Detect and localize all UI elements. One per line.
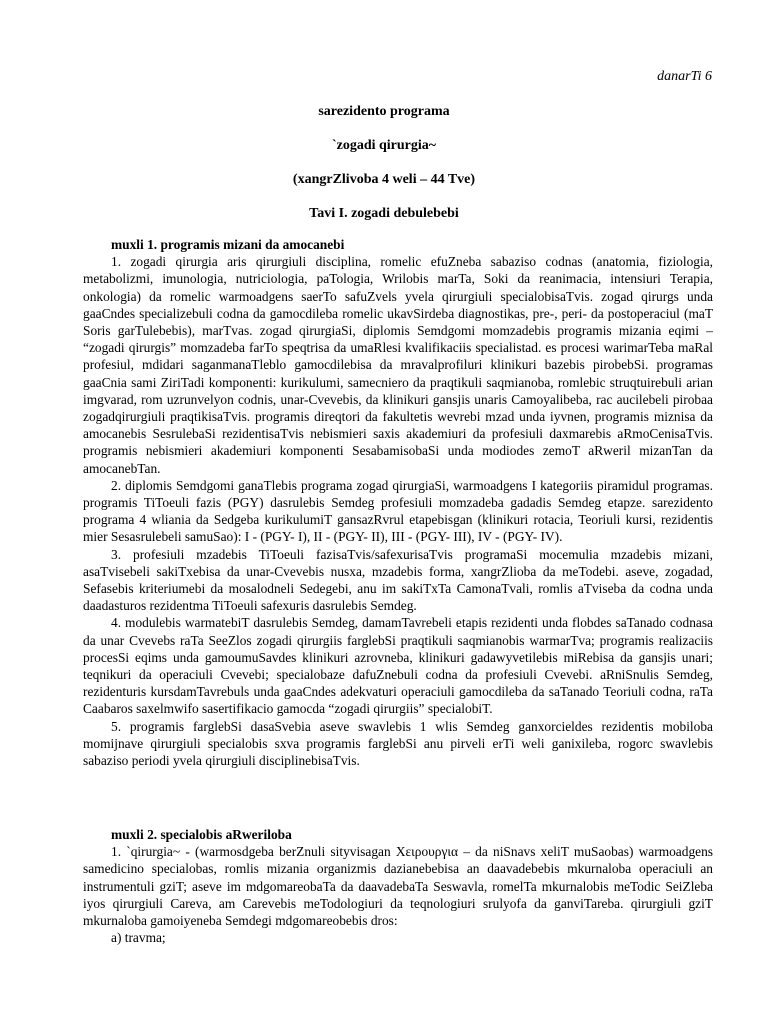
article-1-paragraph-4: 4. modulebis warmatebiT dasrulebis Semdeg, damamTavrebeli etapis rezidenti unda flobdes saTanado codnasa da unar Cvevebs raTa SeeZlos zogadi qirurgiis farglebSi praqtikuli saqmianobis warmarTva; programis realizaciis procesSi eqims unda gamoumuSavdes klinikuri azrovneba, klinikuri gadawyvetilebis miRebisa da gansjis unari; teqnikuri da operaciuli Cvevebi; specialobaze dafuZnebuli codna da profesiuli Cvevebi. aRniSnulis Semdeg, rezidenturis kursdamTavrebuls unda gaaCndes adekvaturi operaciuli gamocdileba da saTanado Teoriuli codna, raTa Caabaros saxelmwifo sasertifikacio gamocda “zogadi qirurgiis” specialobiT. [83,615,713,717]
article-1-paragraph-2: 2. diplomis Semdgomi ganaTlebis programa zogad qirurgiaSi, warmoadgens I kategoriis piramidul programas. programis TiToeuli fazis (PGY) dasrulebis Semdeg profesiuli momzadeba gadadis Semdeg etapze. sarezidento programa 4 wliania da Sedgeba kurikulumiT gansazRvrul etapebisgan (klinikuri rotacia, Teoriuli kursi, rezidentis mier Sesasrulebeli samuSao): I - (PGY- I), II - (PGY- II), III - (PGY- III), IV - (PGY- IV). [83,477,713,545]
article-1-heading: muxli 1. programis mizani da amocanebi [111,237,345,252]
program-duration: (xangrZlivoba 4 weli – 44 Tve) [292,172,476,187]
article-1-paragraph-5: 5. programis farglebSi dasaSvebia aseve swavlebis 1 wlis Semdeg ganxorcieldes rezidentis mobiloba momijnave qirurgiuli specialobis sxva programis farglebSi anu pirveli erTi weli ganixileba, rogorc swavlebis sabaziso periodi yvela qirurgiuli disciplinebisaTvis. [83,718,713,769]
article-2-paragraph-1: 1. `qirurgia~ - (warmosdgeba berZnuli sityvisagan Χειρουργια – da niSnavs xeliT muSaobas) warmoadgens samedicino specialobas, romlis mizania organizmis dazianebebisa an daavadebebis mkurnaloba operaciuli an instrumentuli gziT; aseve im mdgomareobaTa da daavadebaTa Seswavla, romelTa mkurnalobis meTodic SeiZleba iyos qirurgiuli Careva, am Carevebis meTodologiuri da teqnologiuri srulyofa da ganviTareba. qirurgiuli gziT mkurnaloba gamoiyeneba Semdegi mdgomareobebis dros: [83,844,713,929]
article-2-heading: muxli 2. specialobis aRweriloba [111,827,292,842]
article-2 [83,826,713,946]
program-name-title: `zogadi qirurgia~ [331,138,437,153]
program-type-title: sarezidento programa [318,104,450,119]
article-1-paragraph-3: 3. profesiuli mzadebis TiToeuli fazisaTvis/safexurisaTvis programaSi mocemulia mzadebis mizani, asaTvisebeli sakiTxebisa da unar-Cvevebis nusxa, mzadebis forma, xangrZlioba da meTodebi. aseve, zogadad, Sefasebis kriteriumebi da mosalodneli Sedegebi, anu im sakiTxTa CamonaTvali, romlis aTviseba da codna unda daadasturos rezidentma TiToeuli safexuris dasrulebis Semdeg. [83,546,713,614]
chapter-title: Tavi I. zogadi debulebebi [309,206,459,221]
article-1 [83,236,713,769]
annex-label: danarTi 6 [657,69,712,84]
article-1-paragraph-1: 1. zogadi qirurgia aris qirurgiuli disciplina, romelic efuZneba sabaziso codnas (anatomia, fiziologia, metabolizmi, imunologia, nutriciologia, paTologia, Wrilobis marTa, Soki da reanimacia, intensiuri Terapia, onkologia) da romelic warmoadgens saerTo safuZvels yvela qirurgiuli specialobisaTvis. zogad qirurgs unda gaaCndes specializebuli codna da gamocdileba romelic ukavSirdeba diagnostikas, pre-, peri- da postoperaciul (maT Soris garTulebebis), marTvas. zogad qirurgiaSi, diplomis Semdgomi momzadebis programis mizania eqimi – “zogadi qirurgis” momzadeba farTo speqtrisa da umaRlesi kvalifikaciis specialistad. es procesi warimarTeba maRal profesiul, mdidari saganmanaTleblo gamocdilebisa da mravalprofiluri klinikuri bazebis pirobebSi. programas gaaCnia sami ZiriTadi komponenti: kurikulumi, samecniero da praqtikuli saqmianoba, romlebic struqtuirebuli arian imgvarad, rom uzrunvelyon codnis, unar-Cvevebis, da klinikuri gansjis unaris Camoyalibeba, rac aucilebeli pirobaa zogadqirurgiuli praqtikisaTvis. programis direqtori da fakultetis wevrebi mzad unda iyvnen, programis miznisa da amocanebis SesrulebaSi rezidentisaTvis nebismieri saxis akademiuri da profesiuli daxmarebis aRmoCenisaTvis. programis nebismieri akademiuri komponenti SesabamisobaSi unda modiodes zemoT aRweril mizanTan da amocanebTan. [83,254,713,476]
article-2-list-item-a: a) travma; [111,930,166,946]
